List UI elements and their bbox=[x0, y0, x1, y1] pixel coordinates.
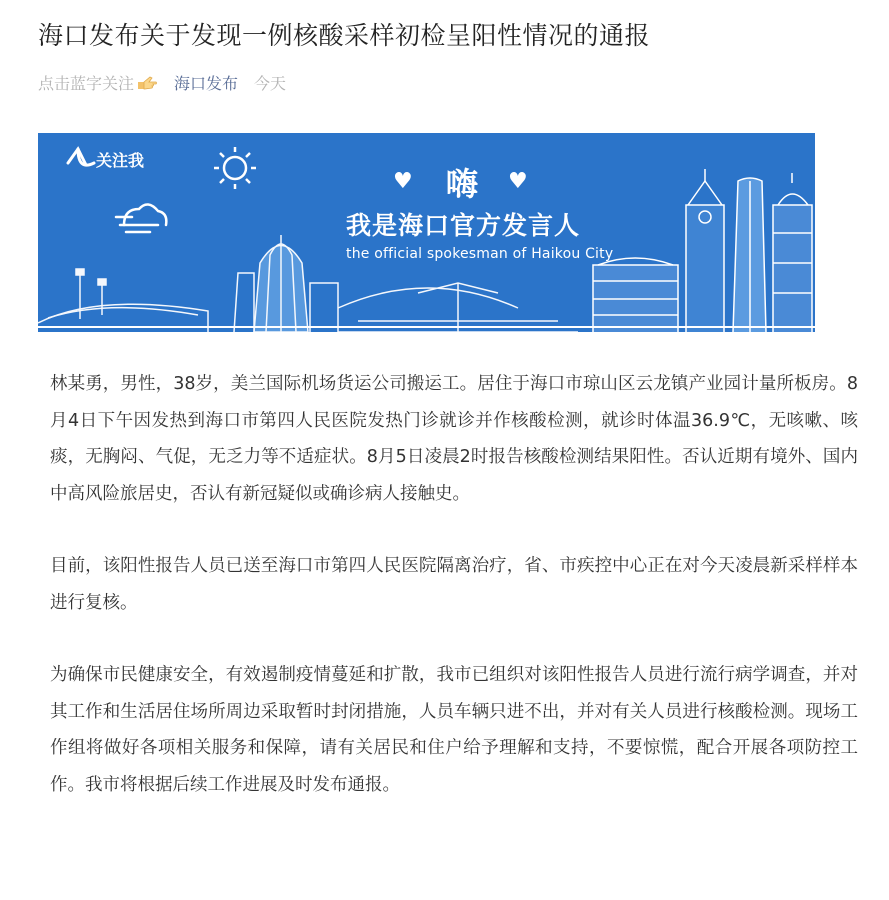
skyline-right bbox=[593, 169, 812, 332]
article-title: 海口发布关于发现一例核酸采样初检呈阳性情况的通报 bbox=[38, 21, 651, 50]
banner-greeting: 嗨 bbox=[445, 165, 478, 203]
article-body bbox=[50, 366, 858, 839]
banner-slogan: 我是海口官方发言人 bbox=[346, 211, 581, 240]
pointing-hand-icon bbox=[136, 73, 158, 91]
article-meta bbox=[38, 70, 286, 94]
follow-arrow-icon bbox=[68, 149, 94, 165]
publish-time: 今天 bbox=[254, 73, 287, 93]
sun-icon bbox=[214, 147, 256, 189]
heart-icon: ♥ bbox=[508, 169, 528, 194]
paragraph: 目前，该阳性报告人员已送至海口市第四人民医院隔离治疗，省、市疾控中心正在对今天凌晨新采样样本进行复核。 bbox=[50, 556, 858, 613]
account-link[interactable]: 海口发布 bbox=[174, 73, 239, 93]
heart-icon: ♥ bbox=[393, 169, 413, 194]
paragraph: 为确保市民健康安全，有效遏制疫情蔓延和扩散，我市已组织对该阳性报告人员进行流行病学调查，并对其工作和生活居住场所周边采取暂时封闭措施，人员车辆只进不出，并对有关人员进行核酸检测。现场工作组将做好各项相关服务和保障，请有关居民和住户给予理解和支持，不要惊慌，配合开展各项防控工作。我市将根据后续工作进展及时发布通报。 bbox=[50, 665, 858, 795]
follow-prompt[interactable]: 点击蓝字关注 bbox=[38, 73, 135, 93]
cloud-icon bbox=[116, 204, 166, 232]
paragraph: 林某勇，男性，38岁，美兰国际机场货运公司搬运工。居住于海口市琼山区云龙镇产业园计量所板房。8月4日下午因发热到海口市第四人民医院发热门诊就诊并作核酸检测，就诊时体温36.9℃，无咳嗽、咳痰，无胸闷、气促，无乏力等不适症状。8月5日凌晨2时报告核酸检测结果阳性。否认近期有境外、国内中高风险旅居史，否认有新冠疑似或确诊病人接触史。 bbox=[50, 374, 858, 504]
banner-slogan-en: the official spokesman of Haikou City bbox=[346, 246, 614, 262]
banner-image bbox=[38, 133, 815, 332]
banner-follow-label: 关注我 bbox=[96, 151, 145, 170]
